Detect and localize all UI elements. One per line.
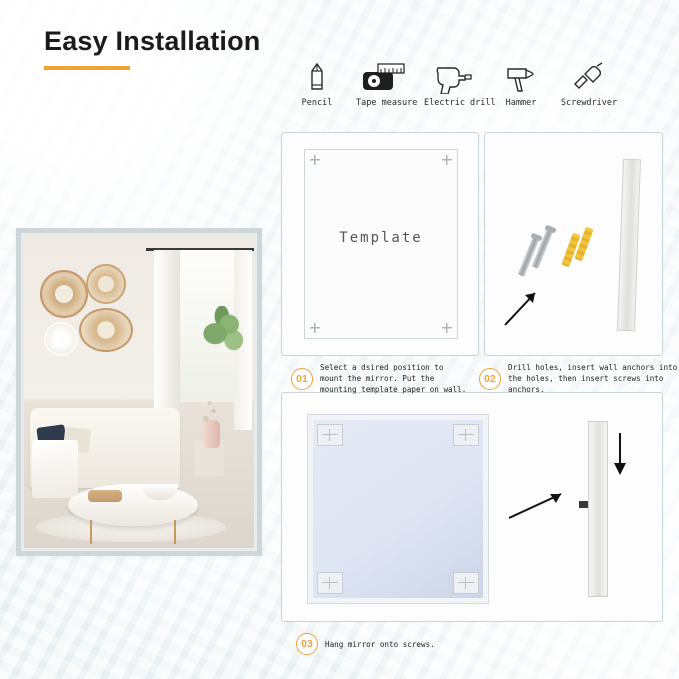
table-leg xyxy=(174,520,176,544)
down-arrow-icon xyxy=(608,431,632,479)
wall-flower xyxy=(44,322,78,356)
step-description: Select a dsired position to mount the mirror. Put the mounting template paper on wall. xyxy=(320,363,467,394)
room-reflection xyxy=(24,236,254,548)
mounting-bar xyxy=(588,421,608,597)
vase xyxy=(204,420,220,448)
page-title: Easy Installation xyxy=(44,26,261,56)
tool-label: Screwdriver xyxy=(560,98,618,108)
corner-bracket xyxy=(453,424,479,446)
step-panel-03-content xyxy=(282,393,662,621)
page-title-block xyxy=(44,26,260,70)
electric-drill-icon xyxy=(424,62,482,94)
wood-tray xyxy=(88,490,122,502)
step-caption-01 xyxy=(291,362,470,395)
product-photo xyxy=(16,228,262,556)
template-corner-mark xyxy=(310,323,320,333)
mounting-template-paper xyxy=(304,149,458,339)
screw-head-icon xyxy=(579,501,588,508)
step-caption-03 xyxy=(296,633,435,655)
curtain-left xyxy=(154,250,180,428)
throw-blanket xyxy=(32,440,78,498)
wall-basket-3 xyxy=(79,308,133,352)
step-description: Hang mirror onto screws. xyxy=(325,639,435,649)
tool-item-electric-drill xyxy=(424,62,496,108)
step-panel-02-content xyxy=(485,133,662,355)
template-corner-mark xyxy=(310,155,320,165)
tool-item-hammer xyxy=(492,62,550,108)
wall-basket-1 xyxy=(40,270,88,318)
corner-bracket xyxy=(453,572,479,594)
mirror-frame xyxy=(21,233,257,551)
step-number-badge: 03 xyxy=(296,633,318,655)
pencil-icon xyxy=(288,62,346,94)
dried-stems xyxy=(198,398,224,424)
tool-label: Electric drill xyxy=(424,98,496,108)
template-corner-mark xyxy=(442,323,452,333)
step-number-badge: 01 xyxy=(291,368,313,390)
corner-bracket xyxy=(317,572,343,594)
step-panel-01-content xyxy=(282,133,478,355)
step-panel-02 xyxy=(484,132,663,356)
tool-item-pencil xyxy=(288,62,346,108)
tool-label: Tape measure xyxy=(356,98,418,108)
tool-item-tape-measure xyxy=(356,62,418,108)
corner-bracket xyxy=(317,424,343,446)
step-number-badge: 02 xyxy=(479,368,501,390)
mirror-back-panel xyxy=(308,415,488,603)
tool-label: Hammer xyxy=(505,98,537,108)
screwdriver-icon xyxy=(560,62,618,94)
tape-measure-icon xyxy=(356,62,414,94)
mounting-bar xyxy=(617,159,641,332)
title-underline xyxy=(44,66,130,70)
tool-item-screwdriver xyxy=(560,62,618,108)
step-caption-02 xyxy=(479,362,679,395)
template-label: Template xyxy=(339,230,423,246)
tool-list xyxy=(288,62,618,108)
step-panel-01 xyxy=(281,132,479,356)
direction-arrow-icon xyxy=(501,283,547,329)
step-description: Drill holes, insert wall anchors into the holes, then insert screws into anchors. xyxy=(508,363,678,394)
plant xyxy=(202,306,246,352)
direction-arrow-icon xyxy=(507,488,571,522)
template-corner-mark xyxy=(442,155,452,165)
tool-label: Pencil xyxy=(301,98,333,108)
hammer-icon xyxy=(492,62,550,94)
table-leg xyxy=(90,520,92,544)
coffee-table xyxy=(68,484,198,526)
wall-basket-2 xyxy=(86,264,126,304)
step-panel-03 xyxy=(281,392,663,622)
